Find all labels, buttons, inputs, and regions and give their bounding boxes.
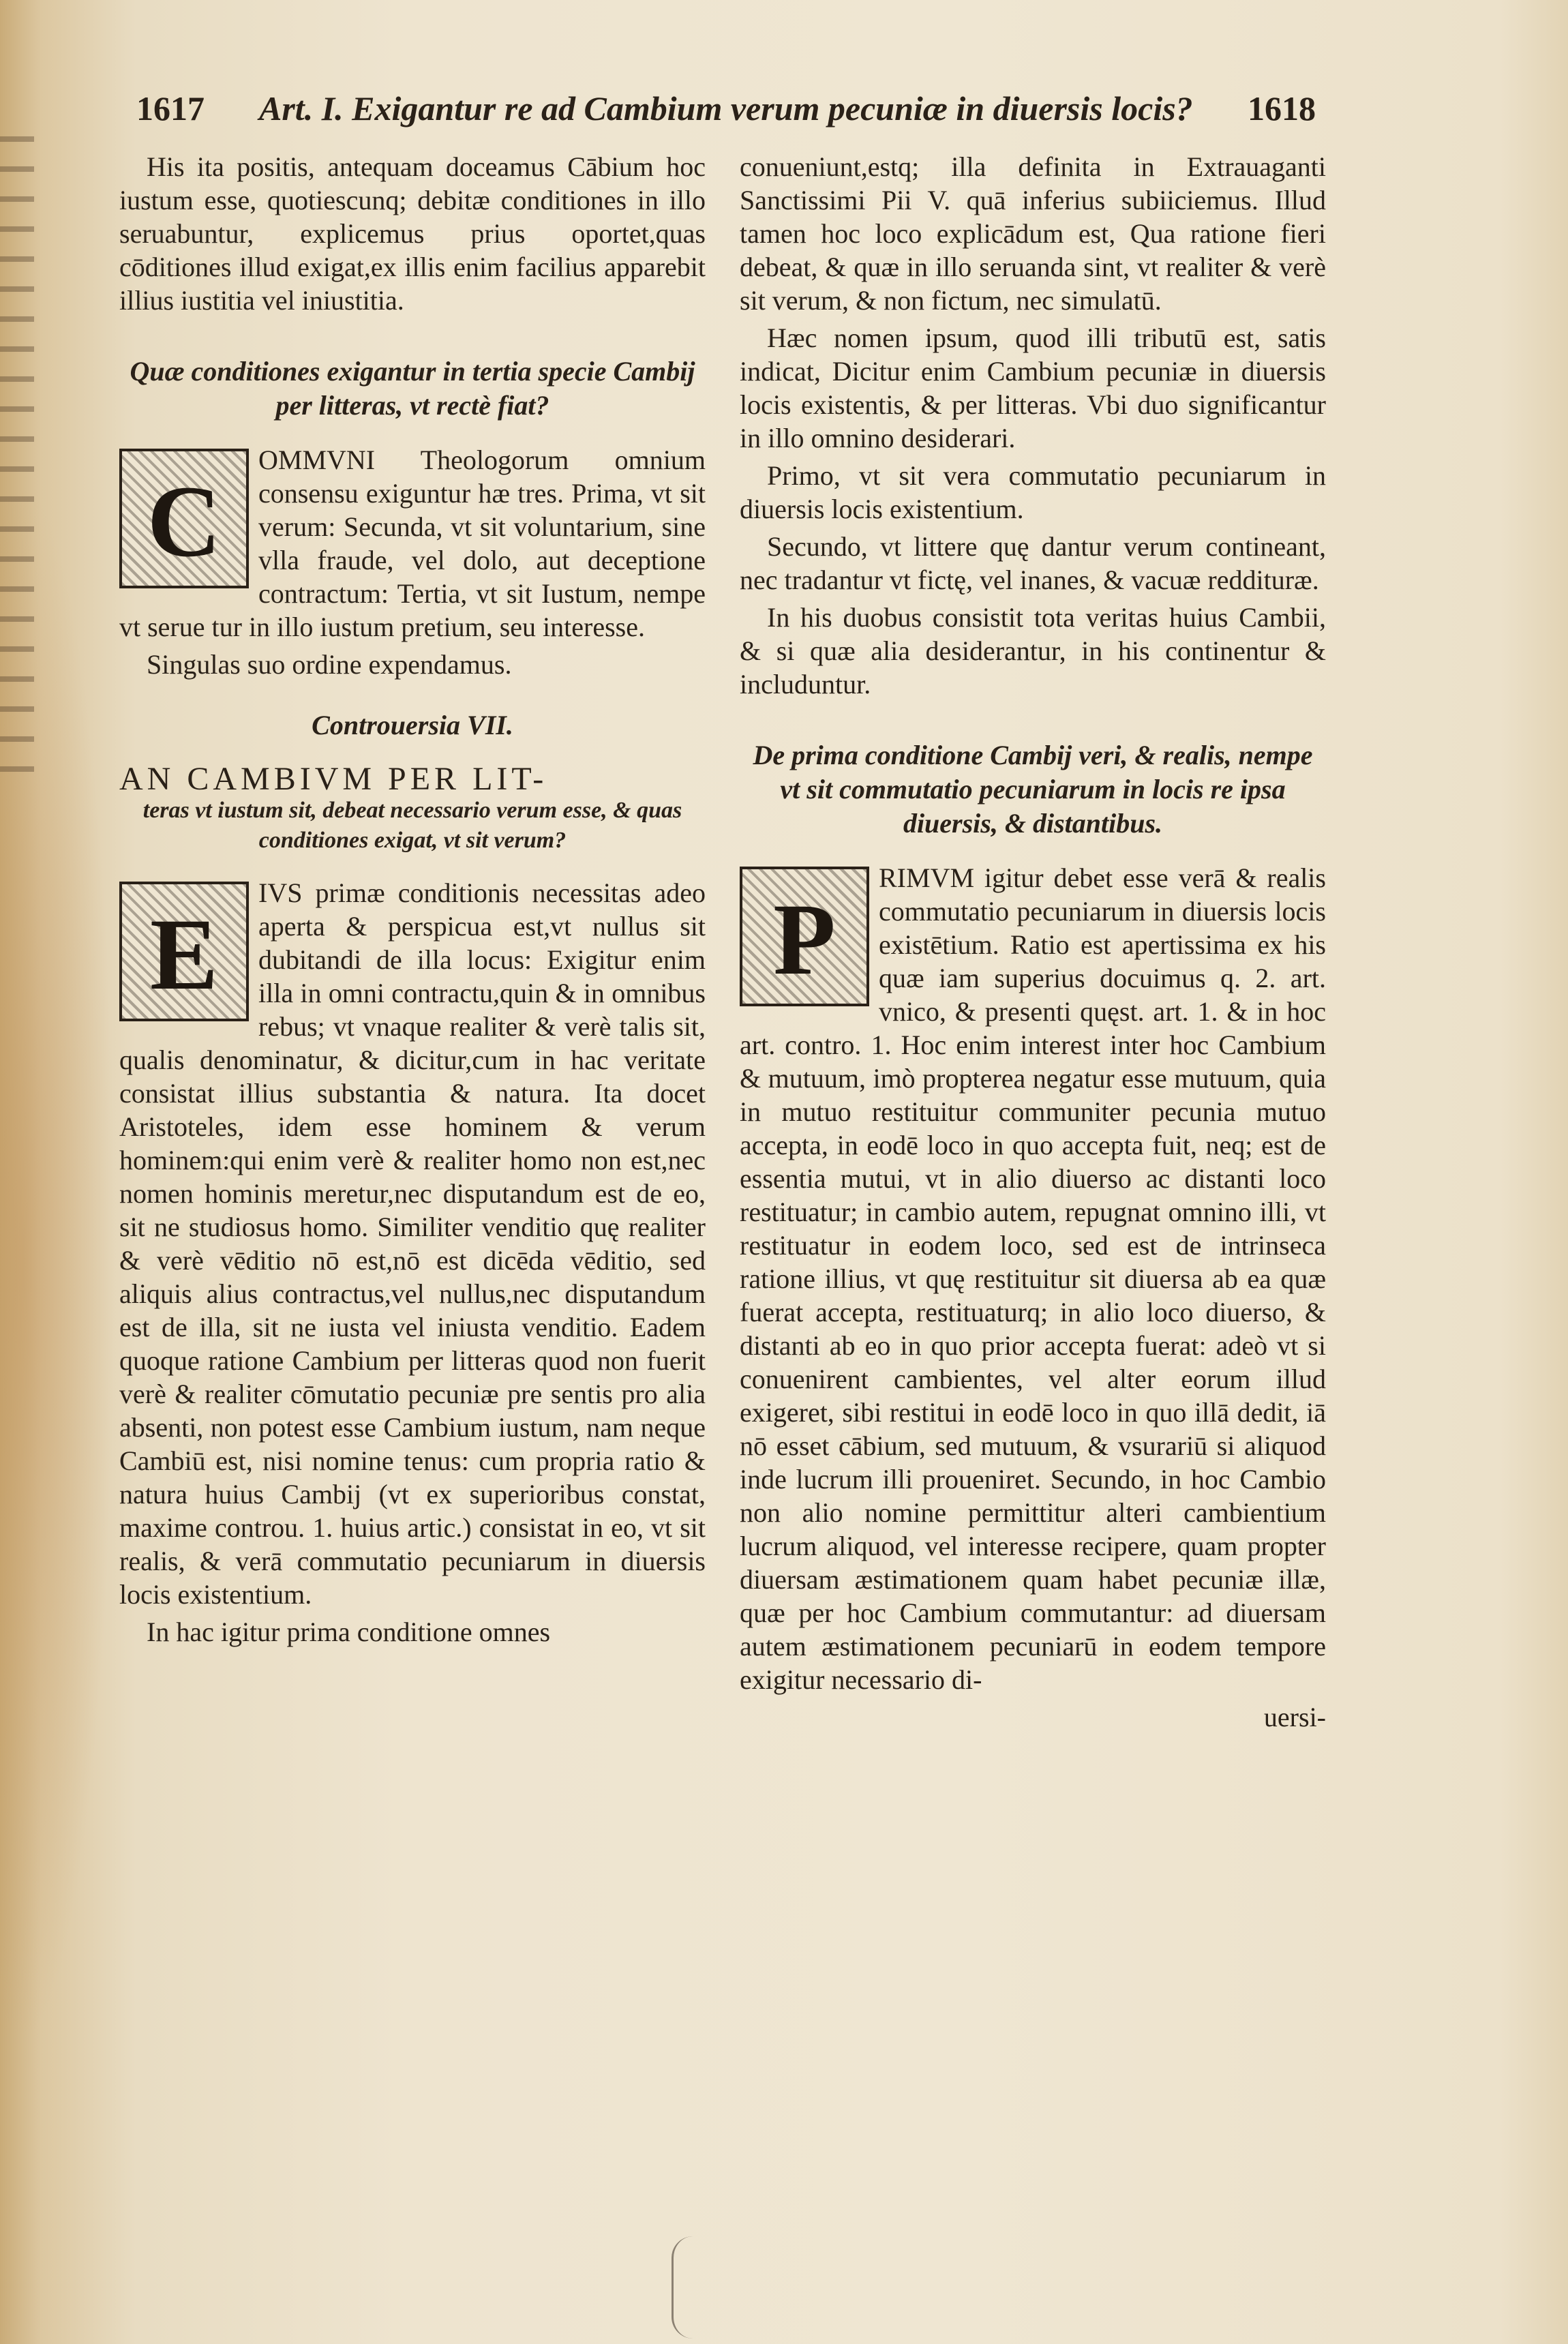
paragraph: Hæc nomen ipsum, quod illi tributū est, satis indicat, Dicitur enim Cambium pecuniæ in diuersis locis existentis, & per litteras. Vbi duo significantur in illo omnino desiderari. xyxy=(740,322,1326,453)
controversia-heading: Controuersia VII. xyxy=(312,710,513,740)
paragraph: His ita positis, antequam doceamus Cābium hoc iustum esse, quotiescunq; debitæ conditiones in illo seruabuntur, explicemus prius oportet,quas cōditiones illud exigat,ex illis enim facilius apparebit illius iustitia vel iniustitia. xyxy=(119,151,706,316)
section-heading: Quæ conditiones exigantur in tertia specie Cambij per litteras, vt rectè fiat? xyxy=(130,356,695,421)
paragraph: IVS primæ conditionis necessitas adeo aperta & perspicua est,vt nullus sit dubitandi de illa locus: Exigitur enim illa in omni contractu,quin & in omnibus rebus; vt vnaque realiter & verè talis sit, qualis denominatur, & dicitur,cum in hac veritate consistat illius substantia & natura. Ita docet Aristoteles, idem esse hominem & verum hominem:qui enim verè & realiter homo non est,nec nomen hominis meretur,nec disputandum est de eo, sit ne studiosus homo. Similiter venditio quę realiter & verè vēditio nō est,nō est dicēda vēditio, sed aliquis alius contractus,vel nullus,nec disputandum est de illa, sit ne iusta vel iniusta venditio. Eadem quoque ratione Cambium per litteras quod non fuerit verè & realiter cōmutatio pecuniæ pre sentis pro alia absenti, non potest esse Cambium iustum, nam neque Cambiū est, nisi nomine tenus: cum propria ratio & natura huius Cambij (vt ex superioribus constat, maxime controu. 1. huius artic.) consistat in eo, vt sit realis, & verā commutatio pecuniarum in diuersis locis existentium. xyxy=(119,877,706,1610)
right-column xyxy=(740,150,1326,1734)
paragraph: In hac igitur prima conditione omnes xyxy=(147,1617,551,1647)
paragraph: RIMVM igitur debet esse verā & realis commutatio pecuniarum in diuersis locis existētium. Ratio est apertissima ex his quæ iam superius docuimus q. 2. art. vnico, & presenti quęst. art. 1. & in hoc art. contro. 1. Hoc enim interest inter hoc Cambium & mutuum, imò propterea negatur esse mutuum, quia in mutuo restituitur communiter pecunia mutuo accepta, in eodē loco in quo accepta fuit, neq; est de essentia mutui, vt in alio diuerso ac distanti loco restituatur; in cambio autem, repugnat omnino illi, vt restituatur in eodem loco, sed est de intrinseca ratione illius, vt quę restituitur sit diuersa ab ea quæ fuerat accepta, restituaturq; in alio loco diuerso, & distanti ab eo in quo prior accepta fuerat: adeò vt si conuenirent cambientes, vel alter eorum illud exigeret, sibi restitui in eodē loco in quo illā dedit, iā nō esset cābium, sed mutuum, & vsurariū si aliquod inde lucrum illi proueniret. Secundo, in hoc Cambio non alio nomine permittitur alteri cambientium lucrum aliquod, vel interesse recipere, quam propter diuersam æstimationem quam habet pecuniæ illæ, quæ per hoc Cambium commutantur: ad diuersam autem æstimationem pecuniarū in eodem tempore exigitur necessario di- xyxy=(740,862,1326,1695)
paragraph: conueniunt,estq; illa definita in Extrauaganti Sanctissimi Pii V. quā inferius subiiciemus. Illud tamen hoc loco explicādum est, Qua ratione fieri debeat, & quæ in illo seruanda sint, vt realiter & verè sit verum, & non fictum, nec simulatū. xyxy=(740,151,1326,316)
decorated-initial xyxy=(740,867,869,1006)
paragraph: OMMVNI Theologorum omnium consensu exiguntur hæ tres. Prima, vt sit verum: Secunda, vt sit voluntarium, sine vlla fraude, vel dolo, aut deceptione contractum: Tertia, vt sit Iustum, nempe vt serue tur in illo iustum pretium, seu interesse. xyxy=(119,445,706,642)
initial-letter: C xyxy=(147,465,222,578)
initial-letter: E xyxy=(149,898,219,1011)
page-number-right: 1618 xyxy=(1248,89,1316,127)
left-column xyxy=(119,150,706,1653)
decorated-initial xyxy=(119,882,249,1021)
decorated-initial xyxy=(119,449,249,588)
paragraph: Singulas suo ordine expendamus. xyxy=(147,649,512,680)
section-heading: De prima conditione Cambij veri, & realis, nempe vt sit commutatio pecuniarum in locis re ipsa diuersis, & distantibus. xyxy=(753,740,1313,839)
catchword: uersi- xyxy=(1263,1702,1326,1732)
page-number-left: 1617 xyxy=(136,89,205,127)
paragraph: Secundo, vt littere quę dantur verum contineant, nec tradantur vt fictę, vel inanes, & vacuæ reddituræ. xyxy=(740,531,1326,595)
question-title: AN CAMBIVM PER LIT- xyxy=(119,761,548,797)
running-head xyxy=(136,82,1316,136)
paragraph: In his duobus consistit tota veritas huius Cambii, & si quæ alia desiderantur, in his continentur & includuntur. xyxy=(740,602,1326,700)
binding-thread-mark xyxy=(672,2236,714,2339)
paragraph: Primo, vt sit vera commutatio pecuniarum in diuersis locis existentium. xyxy=(740,460,1326,524)
binding-edge-marks xyxy=(0,136,34,784)
running-title: Art. I. Exigantur re ad Cambium verum pecuniæ in diuersis locis? xyxy=(259,89,1193,127)
question-subtitle: teras vt iustum sit, debeat necessario verum esse, & quas conditiones exigat, vt sit verum? xyxy=(142,798,682,853)
initial-letter: P xyxy=(773,883,836,996)
